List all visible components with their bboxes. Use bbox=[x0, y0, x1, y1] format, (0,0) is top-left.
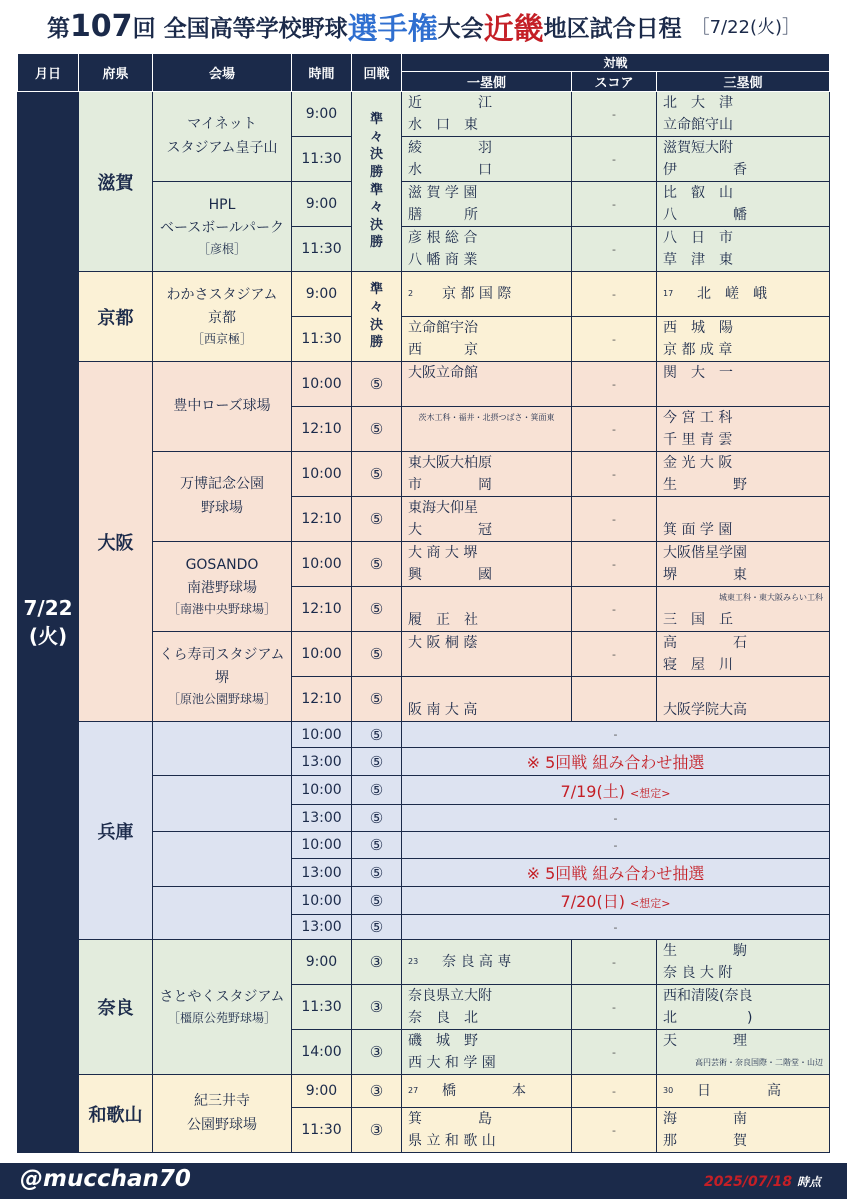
first-base-team: 茨木工科・福井・北摂つばさ・箕面東 bbox=[402, 407, 572, 452]
round-5: ⑤ bbox=[352, 915, 402, 940]
game-time: 9:00 bbox=[292, 940, 352, 985]
score: - bbox=[572, 227, 657, 272]
venue-hyogo-3 bbox=[153, 832, 292, 887]
game-time: 10:00 bbox=[292, 362, 352, 407]
score: - bbox=[572, 985, 657, 1030]
third-base-team: 生 駒 奈 良 大 附 bbox=[657, 940, 830, 985]
first-base-team: 履 正 社 bbox=[402, 587, 572, 632]
hyogo-draw-note: ※ 5回戦 組み合わせ抽選 bbox=[402, 859, 830, 887]
hyogo-draw-date: 7/20(日) <想定> bbox=[402, 887, 830, 915]
title-part: 大会 bbox=[437, 15, 484, 42]
first-base-team: 近 江 水 口 東 bbox=[402, 92, 572, 137]
first-base-team: 大 商 大 堺 興 國 bbox=[402, 542, 572, 587]
game-time: 13:00 bbox=[292, 915, 352, 940]
date-weekday: (火) bbox=[28, 624, 68, 648]
footer-bar bbox=[0, 1163, 847, 1199]
hyogo-draw-date: 7/19(土) <想定> bbox=[402, 776, 830, 805]
game-time: 12:10 bbox=[292, 497, 352, 542]
header-first-base: 一塁側 bbox=[402, 72, 572, 92]
venue-wakayama-1: 紀三井寺 公園野球場 bbox=[153, 1075, 292, 1153]
title-highlight: 選手権 bbox=[347, 12, 438, 47]
third-base-team: 金 光 大 阪 生 野 bbox=[657, 452, 830, 497]
first-base-team: 2 京 都 国 際 bbox=[402, 272, 572, 317]
first-base-team: 箕 島 県 立 和 歌 山 bbox=[402, 1108, 572, 1153]
third-base-team: 西 城 陽 京 都 成 章 bbox=[657, 317, 830, 362]
seed-number: 27 bbox=[408, 1086, 419, 1095]
round-quarterfinal: 準 々 決 勝 bbox=[352, 272, 402, 362]
venue-hyogo-2 bbox=[153, 776, 292, 832]
score: - bbox=[572, 940, 657, 985]
score: - bbox=[572, 182, 657, 227]
score: - bbox=[572, 272, 657, 317]
third-base-team: 17 北 嵯 峨 bbox=[657, 272, 830, 317]
first-base-team: 大 阪 桐 蔭 bbox=[402, 632, 572, 677]
third-base-team: 比 叡 山 八 幡 bbox=[657, 182, 830, 227]
round-5: ⑤ bbox=[352, 887, 402, 915]
third-base-team: 海 南 那 賀 bbox=[657, 1108, 830, 1153]
round-3: ③ bbox=[352, 1075, 402, 1108]
first-base-team: 磯 城 野 西 大 和 学 園 bbox=[402, 1030, 572, 1075]
score: - bbox=[572, 407, 657, 452]
pref-wakayama: 和歌山 bbox=[79, 1075, 153, 1153]
game-time: 10:00 bbox=[292, 632, 352, 677]
title-edition: 107 bbox=[69, 8, 133, 44]
seed-number: 23 bbox=[408, 957, 419, 966]
hyogo-pending: - bbox=[402, 915, 830, 940]
score: - bbox=[572, 317, 657, 362]
game-time: 11:30 bbox=[292, 137, 352, 182]
third-base-team: 大阪偕星学園 堺 東 bbox=[657, 542, 830, 587]
third-base-team: 高 石 寝 屋 川 bbox=[657, 632, 830, 677]
game-time: 10:00 bbox=[292, 722, 352, 748]
title-date: ［7/22(火)］ bbox=[691, 17, 801, 38]
game-time: 10:00 bbox=[292, 887, 352, 915]
round-5: ⑤ bbox=[352, 748, 402, 776]
game-time: 13:00 bbox=[292, 805, 352, 832]
third-base-team: 関 大 一 bbox=[657, 362, 830, 407]
hyogo-pending: - bbox=[402, 832, 830, 859]
pref-shiga: 滋賀 bbox=[79, 92, 153, 272]
round-5: ⑤ bbox=[352, 859, 402, 887]
schedule-table bbox=[17, 53, 830, 1153]
round-5: ⑤ bbox=[352, 407, 402, 452]
round-5: ⑤ bbox=[352, 776, 402, 805]
game-time: 9:00 bbox=[292, 272, 352, 317]
first-base-team: 立命館宇治 西 京 bbox=[402, 317, 572, 362]
title-part: 第 bbox=[46, 15, 70, 42]
score: - bbox=[572, 587, 657, 632]
round-5: ⑤ bbox=[352, 832, 402, 859]
first-base-team: 阪 南 大 高 bbox=[402, 677, 572, 722]
game-time: 9:00 bbox=[292, 182, 352, 227]
seed-number: 2 bbox=[408, 289, 414, 298]
third-base-team: 大阪学院大高 bbox=[657, 677, 830, 722]
game-time: 10:00 bbox=[292, 452, 352, 497]
game-time: 9:00 bbox=[292, 1075, 352, 1108]
seed-number: 17 bbox=[663, 289, 674, 298]
third-base-team: 滋賀短大附 伊 香 bbox=[657, 137, 830, 182]
pref-kyoto: 京都 bbox=[79, 272, 153, 362]
score: - bbox=[572, 497, 657, 542]
game-time: 11:30 bbox=[292, 317, 352, 362]
game-time: 10:00 bbox=[292, 542, 352, 587]
match-date bbox=[18, 92, 79, 1153]
first-base-team: 綾 羽 水 口 bbox=[402, 137, 572, 182]
venue-osaka-2: 万博記念公園 野球場 bbox=[153, 452, 292, 542]
score: - bbox=[572, 1108, 657, 1153]
page-title bbox=[0, 6, 847, 46]
round-5: ⑤ bbox=[352, 542, 402, 587]
header-score: スコア bbox=[572, 72, 657, 92]
game-time: 10:00 bbox=[292, 776, 352, 805]
score: - bbox=[572, 1075, 657, 1108]
game-time: 9:00 bbox=[292, 92, 352, 137]
venue-hyogo-1 bbox=[153, 722, 292, 776]
game-time: 13:00 bbox=[292, 859, 352, 887]
hyogo-pending: - bbox=[402, 722, 830, 748]
score: - bbox=[572, 362, 657, 407]
first-base-team: 大阪立命館 bbox=[402, 362, 572, 407]
header-third-base: 三塁側 bbox=[657, 72, 830, 92]
round-5: ⑤ bbox=[352, 722, 402, 748]
title-part: 地区試合日程 bbox=[543, 15, 682, 42]
score: - bbox=[572, 137, 657, 182]
author-handle: @mucchan70 bbox=[20, 1166, 191, 1192]
first-base-team: 彦 根 総 合 八 幡 商 業 bbox=[402, 227, 572, 272]
date-value: 7/22 bbox=[23, 596, 73, 620]
venue-osaka-1: 豊中ローズ球場 bbox=[153, 362, 292, 452]
first-base-team: 東大阪大柏原 市 岡 bbox=[402, 452, 572, 497]
seed-number: 30 bbox=[663, 1086, 674, 1095]
game-time: 12:10 bbox=[292, 587, 352, 632]
score: - bbox=[572, 542, 657, 587]
first-base-team: 東海大仰星 大 冠 bbox=[402, 497, 572, 542]
game-time: 10:00 bbox=[292, 832, 352, 859]
round-3: ③ bbox=[352, 1030, 402, 1075]
round-5: ⑤ bbox=[352, 587, 402, 632]
title-region: 近畿 bbox=[483, 12, 544, 47]
third-base-team: 30 日 高 bbox=[657, 1075, 830, 1108]
venue-shiga-2: HPL ベースボールパーク ［彦根］ bbox=[153, 182, 292, 272]
venue-nara-1: さとやくスタジアム ［橿原公苑野球場］ bbox=[153, 940, 292, 1075]
header-pref: 府県 bbox=[79, 54, 153, 92]
hyogo-pending: - bbox=[402, 805, 830, 832]
pref-nara: 奈良 bbox=[79, 940, 153, 1075]
header-round: 回戦 bbox=[352, 54, 402, 92]
round-5: ⑤ bbox=[352, 632, 402, 677]
score: - bbox=[572, 632, 657, 677]
first-base-team: 27 橋 本 bbox=[402, 1075, 572, 1108]
first-base-team: 奈良県立大附 奈 良 北 bbox=[402, 985, 572, 1030]
game-time: 12:10 bbox=[292, 407, 352, 452]
venue-kyoto-1: わかさスタジアム 京都 ［西京極］ bbox=[153, 272, 292, 362]
round-quarterfinal: 準 々 決 勝 準 々 決 勝 bbox=[352, 92, 402, 272]
third-base-team: 西和清陵(奈良 北 ) bbox=[657, 985, 830, 1030]
venue-hyogo-4 bbox=[153, 887, 292, 940]
venue-shiga-1: マイネット スタジアム皇子山 bbox=[153, 92, 292, 182]
third-base-team: 今 宮 工 科 千 里 青 雲 bbox=[657, 407, 830, 452]
venue-osaka-4: くら寿司スタジアム 堺 ［原池公園野球場］ bbox=[153, 632, 292, 722]
score bbox=[572, 677, 657, 722]
third-base-team: 八 日 市 草 津 東 bbox=[657, 227, 830, 272]
header-time: 時間 bbox=[292, 54, 352, 92]
timestamp: 2025/07/18 時点 bbox=[703, 1174, 821, 1190]
game-time: 12:10 bbox=[292, 677, 352, 722]
game-time: 11:30 bbox=[292, 1108, 352, 1153]
round-5: ⑤ bbox=[352, 362, 402, 407]
game-time: 14:00 bbox=[292, 1030, 352, 1075]
score: - bbox=[572, 1030, 657, 1075]
score: - bbox=[572, 92, 657, 137]
round-5: ⑤ bbox=[352, 677, 402, 722]
game-time: 11:30 bbox=[292, 227, 352, 272]
title-part: 回 全国高等学校野球 bbox=[132, 15, 348, 42]
third-base-team: 北 大 津 立命館守山 bbox=[657, 92, 830, 137]
score: - bbox=[572, 452, 657, 497]
game-time: 11:30 bbox=[292, 985, 352, 1030]
pref-hyogo: 兵庫 bbox=[79, 722, 153, 940]
round-3: ③ bbox=[352, 1108, 402, 1153]
round-3: ③ bbox=[352, 985, 402, 1030]
round-3: ③ bbox=[352, 940, 402, 985]
venue-osaka-3: GOSANDO 南港野球場 ［南港中央野球場］ bbox=[153, 542, 292, 632]
round-5: ⑤ bbox=[352, 452, 402, 497]
header-match: 対戦 bbox=[402, 54, 830, 72]
third-base-team: 天 理 高円芸術・奈良国際・二階堂・山辺 bbox=[657, 1030, 830, 1075]
header-venue: 会場 bbox=[153, 54, 292, 92]
third-base-team: 箕 面 学 園 bbox=[657, 497, 830, 542]
first-base-team: 23 奈 良 高 専 bbox=[402, 940, 572, 985]
first-base-team: 滋 賀 学 園 膳 所 bbox=[402, 182, 572, 227]
pref-osaka: 大阪 bbox=[79, 362, 153, 722]
round-5: ⑤ bbox=[352, 497, 402, 542]
third-base-team: 城東工科・東大阪みらい工科 三 国 丘 bbox=[657, 587, 830, 632]
round-5: ⑤ bbox=[352, 805, 402, 832]
game-time: 13:00 bbox=[292, 748, 352, 776]
header-date: 月日 bbox=[18, 54, 79, 92]
hyogo-draw-note: ※ 5回戦 組み合わせ抽選 bbox=[402, 748, 830, 776]
